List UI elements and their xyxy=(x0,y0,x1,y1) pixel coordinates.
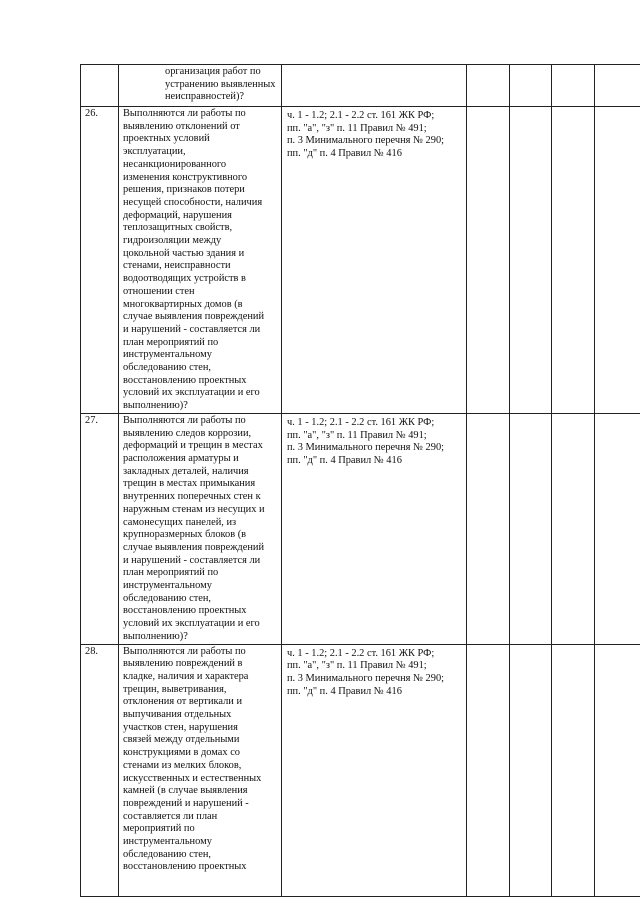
question-line: составляется ли план xyxy=(123,810,218,822)
question-cell xyxy=(119,107,282,414)
question-line: инструментальному xyxy=(123,836,212,848)
legal-reference-text xyxy=(282,107,466,161)
question-line: Выполняются ли работы по xyxy=(123,414,246,426)
answer-cell-3 xyxy=(552,107,595,414)
answer-cell-4 xyxy=(595,65,640,107)
answer-cell-1 xyxy=(467,107,510,414)
legal-reference-line: п. 3 Минимального перечня № 290; xyxy=(287,135,445,147)
question-line: и нарушений - составляется ли xyxy=(123,323,261,335)
question-line: теплозащитных свойств, xyxy=(123,222,233,234)
question-line: неисправностей)? xyxy=(165,91,245,103)
question-line: расположения арматуры и xyxy=(123,452,239,464)
question-line: инструментальному xyxy=(123,349,212,361)
question-line: кладке, наличия и характера xyxy=(123,670,249,682)
question-line: конструкциями в домах со xyxy=(123,747,240,759)
question-line: камней (в случае выявления xyxy=(123,785,248,797)
question-line: Выполняются ли работы по xyxy=(123,645,246,657)
answer-cell-4 xyxy=(595,413,640,644)
question-line: устранению выявленных xyxy=(165,78,276,90)
question-line: несущей способности, наличия xyxy=(123,196,263,208)
question-line: случае выявления повреждений xyxy=(123,311,264,323)
question-text xyxy=(119,414,281,644)
question-line: стенами из мелких блоков, xyxy=(123,759,242,771)
question-line: выявлению следов коррозии, xyxy=(123,427,252,439)
legal-reference-line: ч. 1 - 1.2; 2.1 - 2.2 ст. 161 ЖК РФ; xyxy=(287,416,435,428)
answer-cell-2 xyxy=(510,413,552,644)
question-line: внутренних поперечных стен к xyxy=(123,491,261,503)
question-line: решения, признаков потери xyxy=(123,184,245,196)
question-line: многоквартирных домов (в xyxy=(123,298,243,310)
question-text xyxy=(119,107,281,413)
question-line: наружным стенам из несущих и xyxy=(123,503,265,515)
question-line: план мероприятий по xyxy=(123,336,219,348)
question-line: отклонения от вертикали и xyxy=(123,696,243,708)
question-cell xyxy=(119,413,282,644)
row-number: 27. xyxy=(85,414,98,426)
row-number: 26. xyxy=(85,108,98,119)
question-line: восстановлению проектных xyxy=(123,861,247,873)
question-line: цокольной частью здания и xyxy=(123,247,245,259)
answer-cell-2 xyxy=(510,65,552,107)
answer-cell-4 xyxy=(595,107,640,414)
question-line: инструментальному xyxy=(123,580,212,592)
question-line: деформаций и трещин в местах xyxy=(123,440,263,452)
question-line: восстановлению проектных xyxy=(123,605,247,617)
question-line: деформаций, нарушения xyxy=(123,209,232,221)
table-row xyxy=(81,65,640,107)
question-line: искусственных и естественных xyxy=(123,772,262,784)
question-line: обследованию стен, xyxy=(123,592,212,604)
answer-cell-1 xyxy=(467,644,510,896)
checklist-table xyxy=(80,64,640,897)
question-line: стенами, неисправности xyxy=(123,260,231,272)
answer-cell-1 xyxy=(467,65,510,107)
question-line: обследованию стен, xyxy=(123,362,212,374)
question-line: план мероприятий по xyxy=(123,567,219,579)
question-cell xyxy=(119,65,282,107)
question-line: мероприятий по xyxy=(123,823,195,835)
question-line: несанкционированного xyxy=(123,158,227,170)
question-line: участков стен, нарушения xyxy=(123,721,238,733)
question-line: водоотводящих устройств в xyxy=(123,273,246,285)
table-row xyxy=(81,413,640,644)
answer-cell-2 xyxy=(510,644,552,896)
question-line: Выполняются ли работы по xyxy=(123,108,246,119)
question-line: гидроизоляции между xyxy=(123,235,222,247)
legal-reference-text xyxy=(282,414,466,468)
legal-reference-cell xyxy=(282,65,467,107)
question-line: условий их эксплуатации и его xyxy=(123,618,260,630)
answer-cell-3 xyxy=(552,413,595,644)
question-line: выполнению)? xyxy=(123,630,188,642)
question-line: трещин в местах примыкания xyxy=(123,478,256,490)
question-text xyxy=(119,65,281,104)
legal-reference-cell xyxy=(282,644,467,896)
question-text xyxy=(119,645,281,875)
question-line: выявлению отклонений от xyxy=(123,120,240,132)
legal-reference-cell xyxy=(282,413,467,644)
legal-reference-line: ч. 1 - 1.2; 2.1 - 2.2 ст. 161 ЖК РФ; xyxy=(287,647,435,659)
row-number-cell xyxy=(81,107,119,414)
row-number-cell xyxy=(81,644,119,896)
answer-cell-1 xyxy=(467,413,510,644)
legal-reference-line: пп. "а", "з" п. 11 Правил № 491; xyxy=(287,660,427,672)
question-line: проектных условий xyxy=(123,133,210,145)
legal-reference-text xyxy=(282,645,466,699)
question-line: самонесущих панелей, из xyxy=(123,516,237,528)
table-row xyxy=(81,644,640,896)
legal-reference-line: п. 3 Минимального перечня № 290; xyxy=(287,442,445,454)
question-line: закладных деталей, наличия xyxy=(123,465,249,477)
question-cell xyxy=(119,644,282,896)
legal-reference-line: пп. "д" п. 4 Правил № 416 xyxy=(287,454,402,466)
question-line: крупноразмерных блоков (в xyxy=(123,529,247,541)
answer-cell-3 xyxy=(552,65,595,107)
row-number-cell xyxy=(81,413,119,644)
legal-reference-line: пп. "д" п. 4 Правил № 416 xyxy=(287,685,402,697)
legal-reference-line: ч. 1 - 1.2; 2.1 - 2.2 ст. 161 ЖК РФ; xyxy=(287,110,435,121)
legal-reference-line: пп. "а", "з" п. 11 Правил № 491; xyxy=(287,122,427,134)
question-line: и нарушений - составляется ли xyxy=(123,554,261,566)
legal-reference-line: п. 3 Минимального перечня № 290; xyxy=(287,672,445,684)
row-number: 28. xyxy=(85,645,98,657)
legal-reference-line: пп. "д" п. 4 Правил № 416 xyxy=(287,148,402,160)
row-number xyxy=(85,65,118,66)
legal-reference-line: пп. "а", "з" п. 11 Правил № 491; xyxy=(287,429,427,441)
question-line: обследованию стен, xyxy=(123,848,212,860)
question-line: отношении стен xyxy=(123,285,195,297)
checklist-table-body xyxy=(81,65,640,897)
table-row xyxy=(81,107,640,414)
answer-cell-4 xyxy=(595,644,640,896)
legal-reference-text xyxy=(282,65,466,68)
row-number-cell xyxy=(81,65,119,107)
question-line: трещин, выветривания, xyxy=(123,683,227,695)
question-line: условий их эксплуатации и его xyxy=(123,387,260,399)
question-line: выполнению)? xyxy=(123,400,188,412)
question-line: связей между отдельными xyxy=(123,734,240,746)
question-line: восстановлению проектных xyxy=(123,374,247,386)
legal-reference-cell xyxy=(282,107,467,414)
question-line: повреждений и нарушений - xyxy=(123,797,249,809)
question-line: изменения конструктивного xyxy=(123,171,248,183)
question-line: организация работ по xyxy=(165,66,261,77)
answer-cell-3 xyxy=(552,644,595,896)
answer-cell-2 xyxy=(510,107,552,414)
question-line: эксплуатации, xyxy=(123,146,186,158)
question-line: выпучивания отдельных xyxy=(123,709,232,721)
question-line: выявлению повреждений в xyxy=(123,658,243,670)
question-line: случае выявления повреждений xyxy=(123,541,264,553)
